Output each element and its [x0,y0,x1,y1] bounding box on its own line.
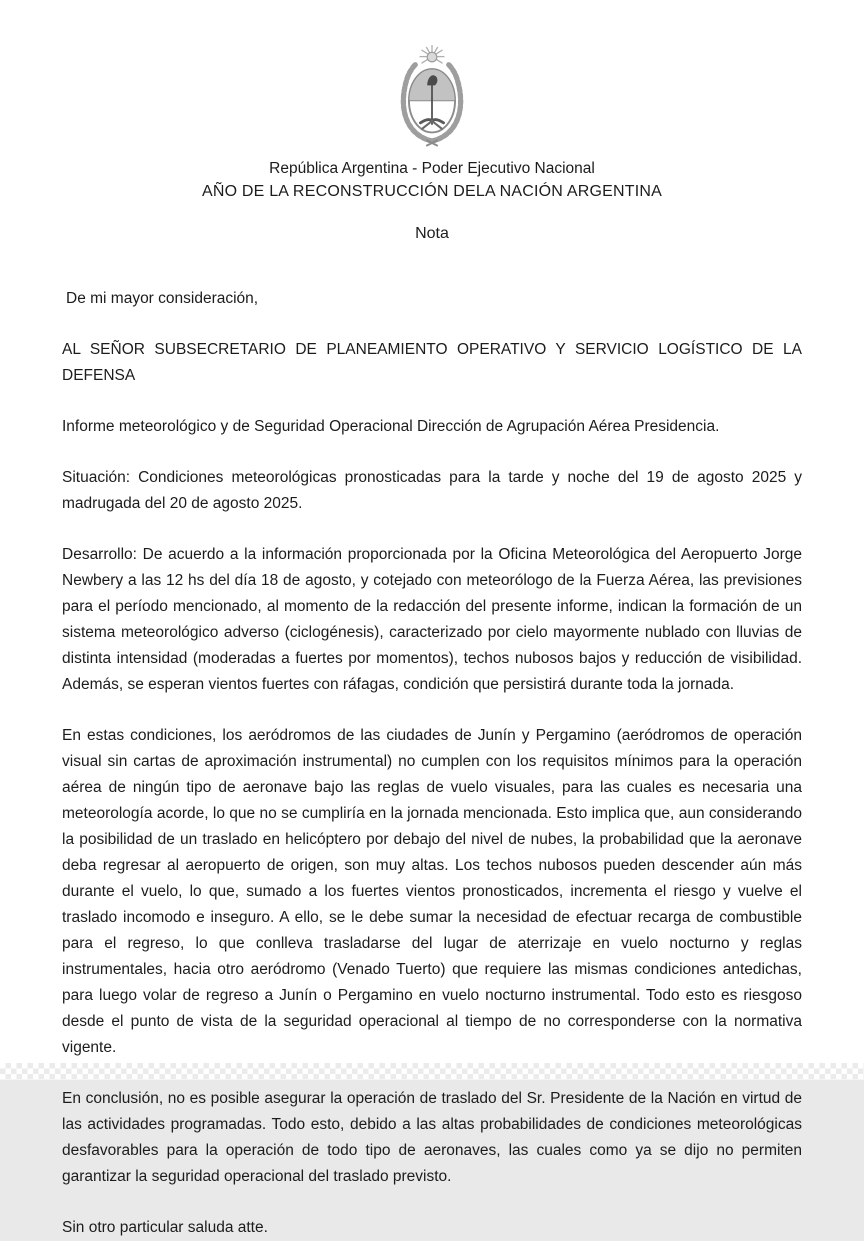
conclusion-paragraph: En conclusión, no es posible asegurar la operación de traslado del Sr. Presidente de la Nación en virtud de las actividades programadas. Todo esto, debido a las altas probabilidades de condiciones meteorológicas desfavorables para la operación de todo tipo de aeronaves, las cuales como ya se dijo no permiten garantizar la seguridad operacional del traslado previsto. [62,1090,802,1185]
subject-line: Informe meteorológico y de Seguridad Operacional Dirección de Agrupación Aérea Presidencia. [62,418,720,435]
situation-paragraph: Situación: Condiciones meteorológicas pronosticadas para la tarde y noche del 19 de agosto 2025 y madrugada del 20 de agosto 2025. [62,469,802,512]
letter-header [0,0,864,244]
header-org-line: República Argentina - Poder Ejecutivo Nacional [269,160,595,177]
conditions-paragraph: En estas condiciones, los aeródromos de las ciudades de Junín y Pergamino (aeródromos de operación visual sin cartas de aproximación instrumental) no cumplen con los requisitos mínimos para la operación aérea de ningún tipo de aeronave bajo las reglas de vuelo visuales, para las cuales es necesaria una meteorología acorde, lo que no se cumpliría en la jornada mencionada. Esto implica que, aun considerando la posibilidad de un traslado en helicóptero por debajo del nivel de nubes, la probabilidad que la aeronave deba regresar al aeropuerto de origen, son muy altas. Los techos nubosos pueden descender aún más durante el vuelo, lo que, sumado a los fuertes vientos pronosticados, incrementa el riesgo y vuelve el traslado incomodo e inseguro. A ello, se le debe sumar la necesidad de efectuar recarga de combustible para el regreso, lo que conlleva trasladarse del lugar de aterrizaje en vuelo nocturno y reglas instrumentales, hacia otro aeródromo (Venado Tuerto) que requiere las mismas condiciones antedichas, para luego volar de regreso a Junín o Pergamino en vuelo nocturno instrumental. Todo esto es riesgoso desde el punto de vista de la seguridad operacional al tiempo de no corresponderse con la normativa vigente. [62,727,802,1056]
closing-line: Sin otro particular saluda atte. [62,1219,268,1236]
salutation: De mi mayor consideración, [66,290,259,307]
letter-body [62,286,802,1241]
development-paragraph: Desarrollo: De acuerdo a la información proporcionada por la Oficina Meteorológica del Aeropuerto Jorge Newbery a las 12 hs del día 18 de agosto, y cotejado con meteorólogo de la Fuerza Aérea, las previsiones para el período mencionado, al momento de la redacción del presente informe, indican la formación de un sistema meteorológico adverso (ciclogénesis), caracterizado por cielo mayormente nublado con lluvias de distinta intensidad (moderadas a fuertes por momentos), techos nubosos bajos y reducción de visibilidad. Además, se esperan vientos fuertes con ráfagas, condición que persistirá durante toda la jornada. [62,546,802,693]
header-year-line: AÑO DE LA RECONSTRUCCIÓN DELA NACIÓN ARGENTINA [202,183,662,200]
scan-artifact-strip [0,1063,864,1080]
recipient-paragraph: AL SEÑOR SUBSECRETARIO DE PLANEAMIENTO OPERATIVO Y SERVICIO LOGÍSTICO DE LA DEFENSA [62,341,802,384]
doc-type-title: Nota [415,225,449,242]
argentina-coat-of-arms-icon [384,44,480,146]
